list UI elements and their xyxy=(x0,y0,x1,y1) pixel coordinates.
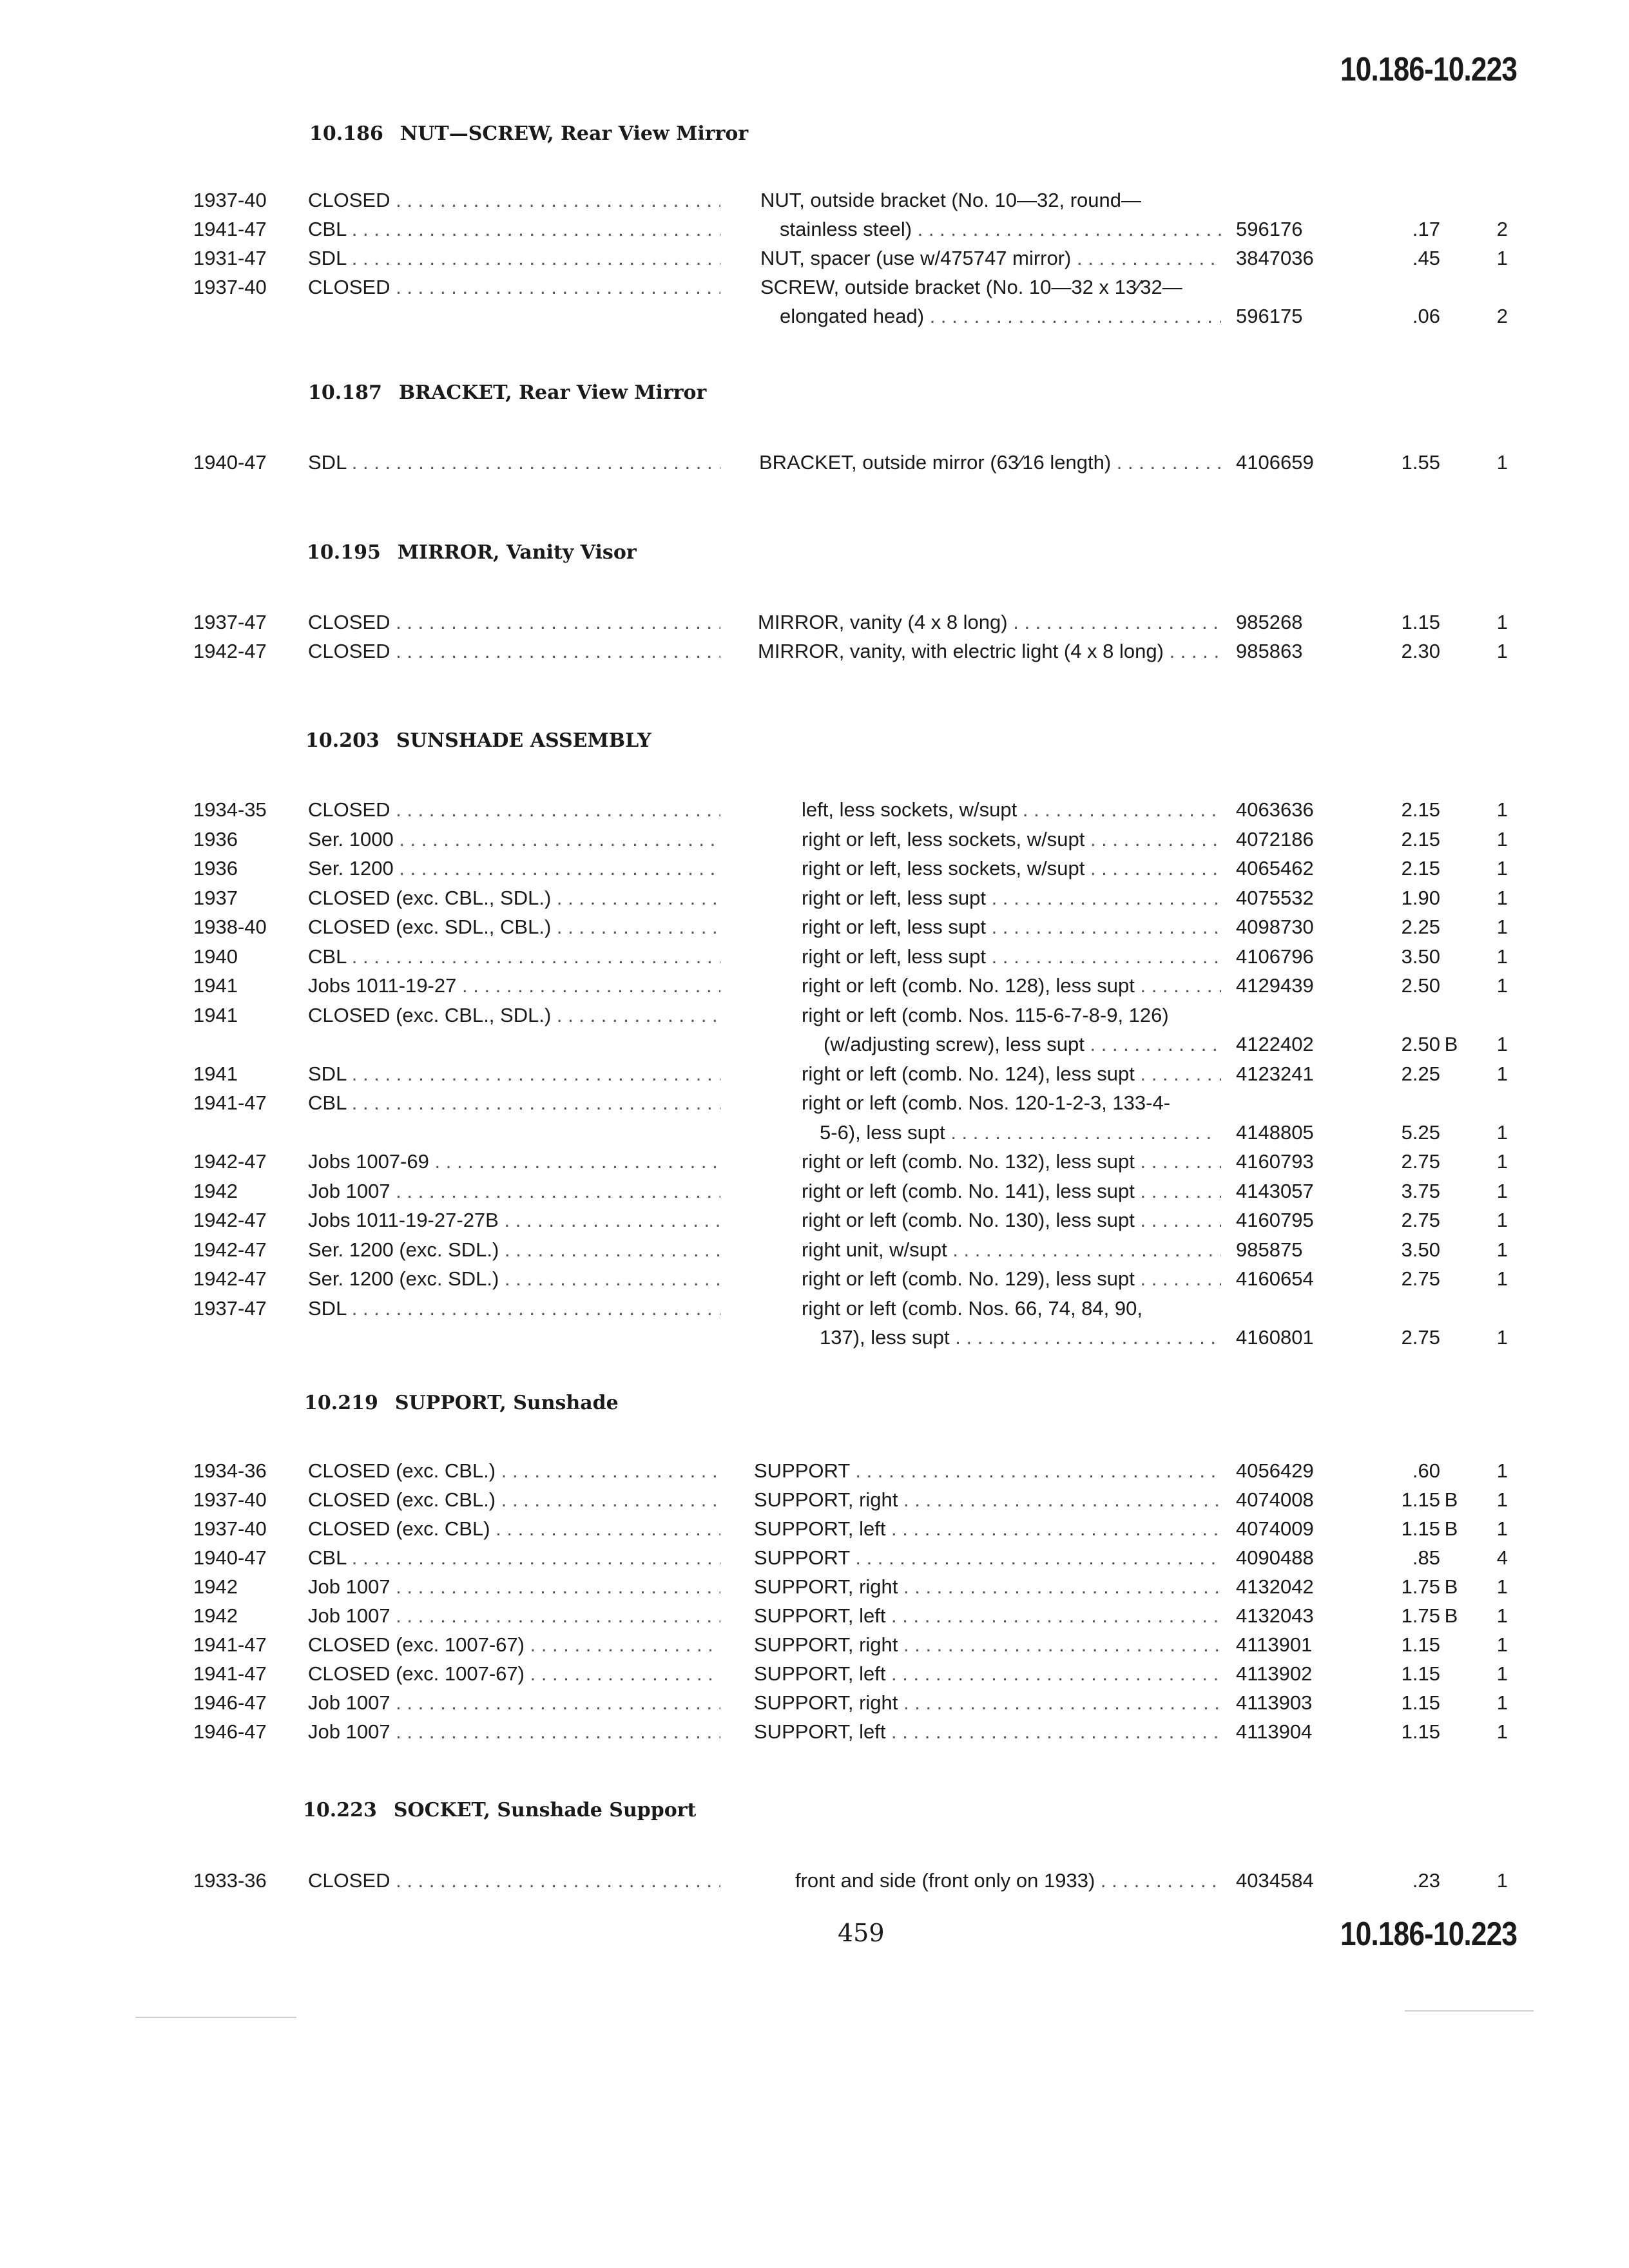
price-cell: 1.15 xyxy=(1401,1488,1440,1511)
quantity-cell: 1 xyxy=(1496,1488,1508,1511)
year-cell: 1941 xyxy=(193,974,238,997)
model-cell: CLOSED (exc. 1007-67) . . . xyxy=(308,1630,720,1659)
part-number-cell: 3847036 xyxy=(1236,247,1314,269)
description-cell: right or left, less sockets, w/supt . . . xyxy=(802,854,1221,883)
year-cell: 1940 xyxy=(193,945,238,968)
year-cell: 1937-40 xyxy=(193,189,267,211)
year-cell: 1940-47 xyxy=(193,451,267,474)
price-cell: 1.55 xyxy=(1401,451,1440,474)
model-cell: CLOSED (exc. SDL., CBL.) . . . xyxy=(308,912,720,941)
year-cell: 1931-47 xyxy=(193,247,267,269)
section-title xyxy=(305,729,651,752)
quantity-cell: 1 xyxy=(1496,1517,1508,1540)
year-cell: 1942-47 xyxy=(193,1267,267,1290)
table-row xyxy=(0,1717,1629,1746)
price-cell: 2.25 xyxy=(1401,1062,1440,1085)
part-number-cell: 985875 xyxy=(1236,1238,1303,1261)
part-number-cell: 4113903 xyxy=(1236,1691,1313,1714)
part-number-cell: 4143057 xyxy=(1236,1179,1314,1202)
price-cell: 2.75 xyxy=(1401,1267,1440,1290)
model-cell: Ser. 1200 . . . xyxy=(308,854,720,883)
year-cell: 1942 xyxy=(193,1179,238,1202)
description-cell: 137), less supt . . . xyxy=(820,1323,1217,1352)
price-cell: 2.50 xyxy=(1401,974,1440,997)
quantity-cell: 1 xyxy=(1496,1691,1508,1714)
quantity-cell: 1 xyxy=(1496,1869,1508,1892)
price-cell: 1.15 xyxy=(1401,1633,1440,1656)
model-cell: Job 1007 . . . xyxy=(308,1688,720,1717)
year-cell: 1937-40 xyxy=(193,276,267,298)
year-cell: 1942 xyxy=(193,1575,238,1598)
description-cell: MIRROR, vanity, with electric light (4 x 8 long) . . . xyxy=(758,637,1221,666)
code-cell: B xyxy=(1444,1604,1458,1627)
description-cell: right or left, less supt . . . xyxy=(802,883,1221,912)
part-number-cell: 4106659 xyxy=(1236,451,1314,474)
table-row xyxy=(0,1485,1629,1514)
model-cell: Job 1007 . . . xyxy=(308,1572,720,1601)
table-row xyxy=(0,1866,1629,1895)
year-cell: 1941-47 xyxy=(193,1662,267,1685)
part-number-cell: 4113904 xyxy=(1236,1720,1313,1743)
price-cell: 2.15 xyxy=(1401,827,1440,850)
table-row xyxy=(0,854,1629,883)
year-cell: 1934-36 xyxy=(193,1459,267,1482)
section-heading: SUPPORT, Sunshade xyxy=(394,1392,619,1414)
model-cell: CLOSED . . . xyxy=(308,795,720,824)
description-cell: right or left, less sockets, w/supt . . . xyxy=(802,825,1221,854)
quantity-cell: 1 xyxy=(1496,798,1508,821)
model-cell: Ser. 1200 (exc. SDL.) . . . xyxy=(308,1235,720,1264)
quantity-cell: 2 xyxy=(1496,305,1508,327)
model-cell: CLOSED . . . xyxy=(308,637,720,666)
page-header-range: 10.186-10.223 xyxy=(1340,51,1518,88)
model-cell: SDL . . . xyxy=(308,448,720,477)
model-cell: CBL . . . xyxy=(308,1543,720,1572)
description-cell: right or left, less supt . . . xyxy=(802,912,1221,941)
part-number-cell: 4074008 xyxy=(1236,1488,1314,1511)
quantity-cell: 1 xyxy=(1496,1209,1508,1231)
part-number-cell: 4113902 xyxy=(1236,1662,1313,1685)
model-cell: Jobs 1011-19-27 . . . xyxy=(308,971,720,1000)
section-number: 10.223 xyxy=(303,1799,377,1821)
model-cell: CLOSED (exc. CBL) . . . xyxy=(308,1514,720,1543)
price-cell: 2.50 xyxy=(1401,1033,1440,1055)
model-cell: Job 1007 . . . xyxy=(308,1717,720,1746)
year-cell: 1941-47 xyxy=(193,1633,267,1656)
table-row xyxy=(0,1543,1629,1572)
table-row xyxy=(0,1323,1629,1352)
section-heading: SUNSHADE ASSEMBLY xyxy=(396,729,651,752)
section-title xyxy=(309,122,748,145)
quantity-cell: 1 xyxy=(1496,247,1508,269)
year-cell: 1937-40 xyxy=(193,1488,267,1511)
price-cell: 2.15 xyxy=(1401,857,1440,879)
section-number: 10.203 xyxy=(305,729,380,752)
quantity-cell: 1 xyxy=(1496,1062,1508,1085)
table-row xyxy=(0,1514,1629,1543)
year-cell: 1946-47 xyxy=(193,1720,267,1743)
code-cell: B xyxy=(1444,1488,1458,1511)
part-number-cell: 596176 xyxy=(1236,218,1303,240)
quantity-cell: 1 xyxy=(1496,827,1508,850)
price-cell: 1.75 xyxy=(1401,1575,1440,1598)
quantity-cell: 1 xyxy=(1496,974,1508,997)
description-cell: right or left, less supt . . . xyxy=(802,942,1221,971)
model-cell: CLOSED (exc. CBL.) . . . xyxy=(308,1485,720,1514)
table-row xyxy=(0,608,1629,637)
description-cell: NUT, outside bracket (No. 10—32, round— xyxy=(760,189,1141,211)
table-row xyxy=(0,1235,1629,1264)
quantity-cell: 1 xyxy=(1496,1326,1508,1349)
model-cell: CLOSED (exc. CBL., SDL.) . . . xyxy=(308,883,720,912)
table-row xyxy=(0,1456,1629,1485)
part-number-cell: 4148805 xyxy=(1236,1120,1314,1144)
section-number: 10.195 xyxy=(307,541,381,564)
description-cell: SUPPORT . . . xyxy=(754,1456,1221,1485)
table-row xyxy=(0,883,1629,912)
table-row xyxy=(0,244,1629,273)
table-row xyxy=(0,1147,1629,1176)
section-title xyxy=(308,381,706,404)
part-number-cell: 596175 xyxy=(1236,305,1303,327)
part-number-cell: 4129439 xyxy=(1236,974,1314,997)
model-cell: SDL . . . xyxy=(308,1059,720,1088)
section-number: 10.187 xyxy=(308,381,382,404)
quantity-cell: 1 xyxy=(1496,916,1508,938)
scan-artifact-left xyxy=(135,2017,296,2018)
price-cell: 3.50 xyxy=(1401,1238,1440,1261)
quantity-cell: 1 xyxy=(1496,1633,1508,1656)
table-row xyxy=(0,1264,1629,1293)
part-number-cell: 4122402 xyxy=(1236,1033,1314,1055)
section-number: 10.186 xyxy=(309,122,383,145)
quantity-cell: 1 xyxy=(1496,1238,1508,1261)
quantity-cell: 1 xyxy=(1496,1720,1508,1743)
model-cell: Job 1007 . . . xyxy=(308,1177,720,1206)
part-number-cell: 4132042 xyxy=(1236,1575,1314,1598)
table-row xyxy=(0,1294,1629,1323)
price-cell: .23 xyxy=(1412,1869,1440,1892)
table-row xyxy=(0,1030,1629,1059)
model-cell: Ser. 1000 . . . xyxy=(308,825,720,854)
table-row xyxy=(0,1059,1629,1088)
code-cell: B xyxy=(1444,1033,1458,1055)
quantity-cell: 1 xyxy=(1496,1662,1508,1685)
description-cell: elongated head) . . . xyxy=(780,302,1221,331)
year-cell: 1940-47 xyxy=(193,1546,267,1569)
year-cell: 1937-47 xyxy=(193,1296,267,1320)
part-number-cell: 4075532 xyxy=(1236,886,1314,909)
quantity-cell: 1 xyxy=(1496,1179,1508,1202)
year-cell: 1942 xyxy=(193,1604,238,1627)
description-cell: BRACKET, outside mirror (63⁄16 length) . . . xyxy=(759,448,1221,477)
description-cell: right or left (comb. No. 130), less supt . . . xyxy=(802,1206,1221,1235)
price-cell: .45 xyxy=(1412,247,1440,269)
year-cell: 1938-40 xyxy=(193,916,267,938)
model-cell: CLOSED . . . xyxy=(308,273,720,302)
description-cell: NUT, spacer (use w/475747 mirror) . . . xyxy=(760,244,1221,273)
table-row xyxy=(0,1572,1629,1601)
quantity-cell: 1 xyxy=(1496,1575,1508,1598)
price-cell: 3.50 xyxy=(1401,945,1440,968)
model-cell: CLOSED (exc. 1007-67) . . . xyxy=(308,1659,720,1688)
part-number-cell: 985863 xyxy=(1236,640,1303,662)
quantity-cell: 1 xyxy=(1496,1120,1508,1144)
page-footer-range: 10.186-10.223 xyxy=(1340,1916,1518,1953)
year-cell: 1934-35 xyxy=(193,798,267,821)
part-number-cell: 4160795 xyxy=(1236,1209,1314,1231)
table-row xyxy=(0,637,1629,666)
price-cell: 1.75 xyxy=(1401,1604,1440,1627)
year-cell: 1936 xyxy=(193,827,238,850)
year-cell: 1941-47 xyxy=(193,218,267,240)
table-row xyxy=(0,215,1629,244)
table-row xyxy=(0,1001,1629,1030)
quantity-cell: 1 xyxy=(1496,1604,1508,1627)
table-row xyxy=(0,1088,1629,1117)
year-cell: 1937 xyxy=(193,886,238,909)
model-cell: CBL . . . xyxy=(308,942,720,971)
description-cell: SUPPORT, right . . . xyxy=(754,1485,1221,1514)
table-row xyxy=(0,1206,1629,1235)
quantity-cell: 1 xyxy=(1496,945,1508,968)
description-cell: SCREW, outside bracket (No. 10—32 x 13⁄32— xyxy=(760,276,1182,298)
description-cell: right or left (comb. No. 128), less supt . . . xyxy=(802,971,1221,1000)
price-cell: 2.75 xyxy=(1401,1326,1440,1349)
section-heading: MIRROR, Vanity Visor xyxy=(397,541,637,564)
model-cell: CBL . . . xyxy=(308,1088,720,1117)
model-cell: Jobs 1011-19-27-27B . . . xyxy=(308,1206,720,1235)
price-cell: 2.30 xyxy=(1401,640,1440,662)
table-row xyxy=(0,1118,1629,1147)
price-cell: 1.15 xyxy=(1401,1662,1440,1685)
quantity-cell: 1 xyxy=(1496,857,1508,879)
description-cell: right or left (comb. Nos. 120-1-2-3, 133-4- xyxy=(802,1091,1171,1114)
section-title xyxy=(303,1799,696,1821)
table-row xyxy=(0,448,1629,477)
year-cell: 1942-47 xyxy=(193,1238,267,1261)
description-cell: (w/adjusting screw), less supt . . . xyxy=(824,1030,1221,1059)
part-number-cell: 4056429 xyxy=(1236,1459,1314,1482)
model-cell: CLOSED (exc. CBL.) . . . xyxy=(308,1456,720,1485)
description-cell: right unit, w/supt . . . xyxy=(802,1235,1221,1264)
section-title xyxy=(307,541,637,564)
table-row xyxy=(0,971,1629,1000)
price-cell: 2.75 xyxy=(1401,1150,1440,1173)
model-cell: CBL . . . xyxy=(308,215,720,244)
part-number-cell: 4113901 xyxy=(1236,1633,1313,1656)
description-cell: right or left (comb. No. 124), less supt . . . xyxy=(802,1059,1221,1088)
description-cell: MIRROR, vanity (4 x 8 long) . . . xyxy=(758,608,1221,637)
part-number-cell: 4123241 xyxy=(1236,1062,1314,1085)
page-number: 459 xyxy=(838,1919,885,1947)
price-cell: 2.25 xyxy=(1401,916,1440,938)
model-cell: SDL . . . xyxy=(308,1294,720,1323)
model-cell: CLOSED (exc. CBL., SDL.) . . . xyxy=(308,1001,720,1030)
year-cell: 1946-47 xyxy=(193,1691,267,1714)
year-cell: 1942-47 xyxy=(193,640,267,662)
quantity-cell: 1 xyxy=(1496,1150,1508,1173)
table-row xyxy=(0,795,1629,824)
quantity-cell: 2 xyxy=(1496,218,1508,240)
table-row xyxy=(0,302,1629,331)
part-number-cell: 4106796 xyxy=(1236,945,1314,968)
section-heading: BRACKET, Rear View Mirror xyxy=(398,381,707,404)
part-number-cell: 4090488 xyxy=(1236,1546,1314,1569)
model-cell: SDL . . . xyxy=(308,244,720,273)
part-number-cell: 4065462 xyxy=(1236,857,1314,879)
price-cell: 1.15 xyxy=(1401,1691,1440,1714)
description-cell: right or left (comb. No. 132), less supt . . . xyxy=(802,1147,1221,1176)
quantity-cell: 1 xyxy=(1496,640,1508,662)
table-row xyxy=(0,1177,1629,1206)
table-row xyxy=(0,1688,1629,1717)
price-cell: .17 xyxy=(1412,218,1440,240)
table-row xyxy=(0,186,1629,215)
part-number-cell: 4160801 xyxy=(1236,1326,1314,1349)
description-cell: SUPPORT, left . . . xyxy=(754,1659,1221,1688)
part-number-cell: 4160793 xyxy=(1236,1150,1314,1173)
quantity-cell: 1 xyxy=(1496,886,1508,909)
description-cell: SUPPORT, right . . . xyxy=(754,1572,1221,1601)
part-number-cell: 4034584 xyxy=(1236,1869,1314,1892)
part-number-cell: 4160654 xyxy=(1236,1267,1314,1290)
price-cell: 1.15 xyxy=(1401,1720,1440,1743)
year-cell: 1941 xyxy=(193,1003,238,1026)
year-cell: 1941-47 xyxy=(193,1091,267,1114)
quantity-cell: 1 xyxy=(1496,1459,1508,1482)
description-cell: 5-6), less supt . . . xyxy=(820,1118,1217,1147)
description-cell: SUPPORT, right . . . xyxy=(754,1630,1221,1659)
model-cell: CLOSED . . . xyxy=(308,608,720,637)
quantity-cell: 1 xyxy=(1496,1267,1508,1290)
description-cell: SUPPORT, left . . . xyxy=(754,1601,1221,1630)
description-cell: SUPPORT, right . . . xyxy=(754,1688,1221,1717)
description-cell: left, less sockets, w/supt . . . xyxy=(802,795,1221,824)
year-cell: 1942-47 xyxy=(193,1150,267,1173)
part-number-cell: 4063636 xyxy=(1236,798,1314,821)
model-cell: Job 1007 . . . xyxy=(308,1601,720,1630)
table-row xyxy=(0,825,1629,854)
model-cell: Jobs 1007-69 . . . xyxy=(308,1147,720,1176)
model-cell: CLOSED . . . xyxy=(308,186,720,215)
section-number: 10.219 xyxy=(304,1392,378,1414)
scan-artifact-right xyxy=(1405,2010,1534,2012)
section-heading: NUT—SCREW, Rear View Mirror xyxy=(400,122,749,145)
table-row xyxy=(0,1630,1629,1659)
table-row xyxy=(0,273,1629,302)
code-cell: B xyxy=(1444,1517,1458,1540)
code-cell: B xyxy=(1444,1575,1458,1598)
description-cell: front and side (front only on 1933) . . . xyxy=(795,1866,1221,1895)
part-number-cell: 4132043 xyxy=(1236,1604,1314,1627)
table-row xyxy=(0,1659,1629,1688)
quantity-cell: 1 xyxy=(1496,611,1508,633)
year-cell: 1937-47 xyxy=(193,611,267,633)
price-cell: 2.75 xyxy=(1401,1209,1440,1231)
description-cell: stainless steel) . . . xyxy=(780,215,1221,244)
part-number-cell: 4098730 xyxy=(1236,916,1314,938)
year-cell: 1941 xyxy=(193,1062,238,1085)
quantity-cell: 1 xyxy=(1496,1033,1508,1055)
section-title xyxy=(304,1392,619,1414)
price-cell: 5.25 xyxy=(1401,1120,1440,1144)
quantity-cell: 4 xyxy=(1496,1546,1508,1569)
description-cell: right or left (comb. Nos. 115-6-7-8-9, 126) xyxy=(802,1003,1169,1026)
description-cell: SUPPORT . . . xyxy=(754,1543,1221,1572)
price-cell: 1.15 xyxy=(1401,611,1440,633)
description-cell: right or left (comb. Nos. 66, 74, 84, 90, xyxy=(802,1296,1142,1320)
price-cell: .60 xyxy=(1412,1459,1440,1482)
year-cell: 1936 xyxy=(193,857,238,879)
description-cell: right or left (comb. No. 141), less supt . . . xyxy=(802,1177,1221,1206)
part-number-cell: 985268 xyxy=(1236,611,1303,633)
price-cell: .06 xyxy=(1412,305,1440,327)
description-cell: SUPPORT, left . . . xyxy=(754,1514,1221,1543)
description-cell: SUPPORT, left . . . xyxy=(754,1717,1221,1746)
description-cell: right or left (comb. No. 129), less supt . . . xyxy=(802,1264,1221,1293)
part-number-cell: 4074009 xyxy=(1236,1517,1314,1540)
part-number-cell: 4072186 xyxy=(1236,827,1314,850)
price-cell: 1.90 xyxy=(1401,886,1440,909)
model-cell: CLOSED . . . xyxy=(308,1866,720,1895)
table-row xyxy=(0,942,1629,971)
table-row xyxy=(0,1601,1629,1630)
year-cell: 1937-40 xyxy=(193,1517,267,1540)
section-heading: SOCKET, Sunshade Support xyxy=(393,1799,697,1821)
price-cell: 2.15 xyxy=(1401,798,1440,821)
model-cell: Ser. 1200 (exc. SDL.) . . . xyxy=(308,1264,720,1293)
year-cell: 1933-36 xyxy=(193,1869,267,1892)
price-cell: 1.15 xyxy=(1401,1517,1440,1540)
price-cell: .85 xyxy=(1412,1546,1440,1569)
table-row xyxy=(0,912,1629,941)
quantity-cell: 1 xyxy=(1496,451,1508,474)
year-cell: 1942-47 xyxy=(193,1209,267,1231)
price-cell: 3.75 xyxy=(1401,1179,1440,1202)
